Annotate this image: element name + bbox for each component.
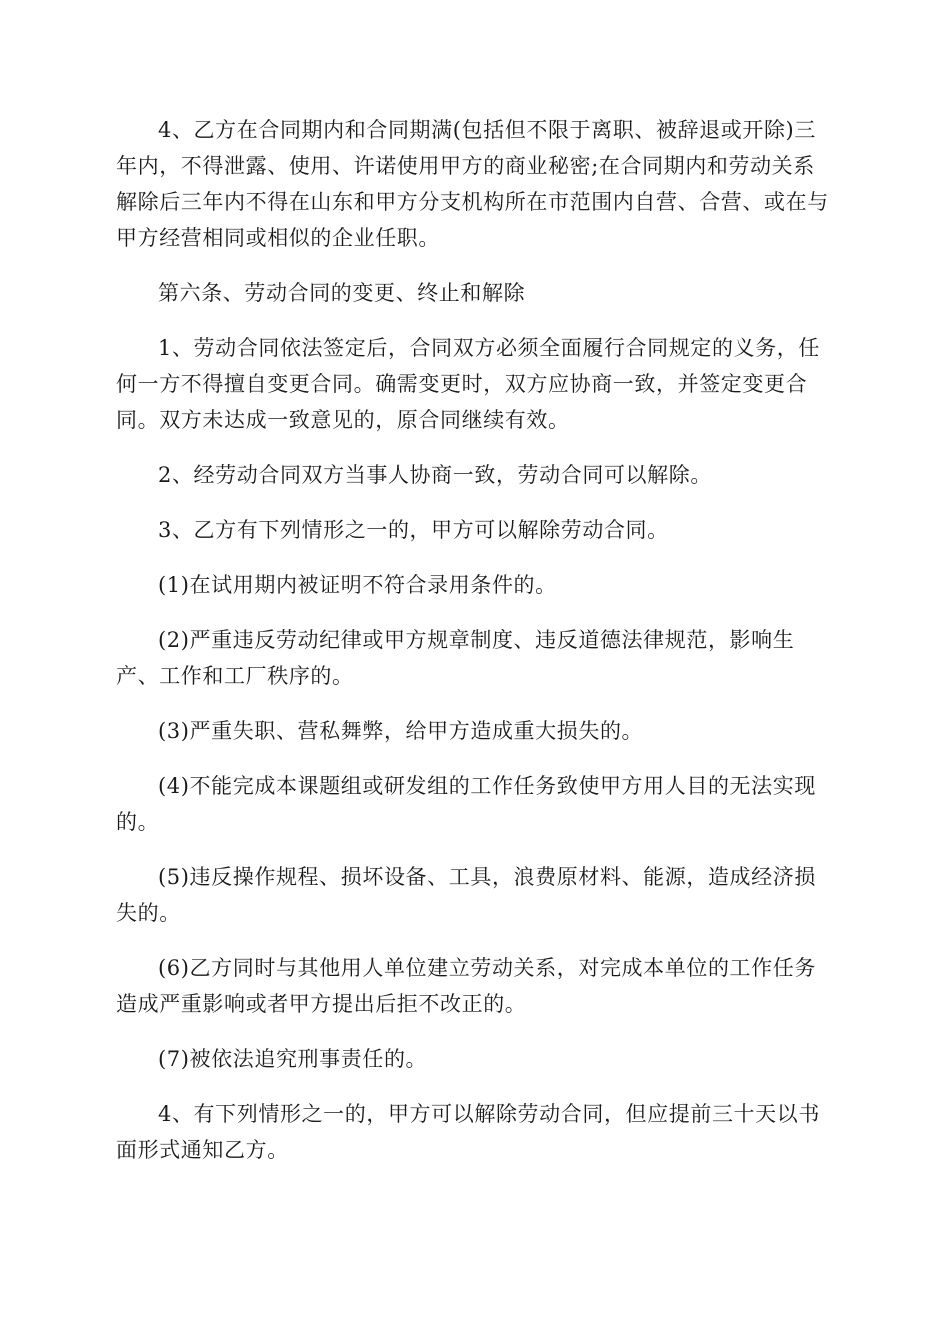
paragraph-clause-3: 3、乙方有下列情形之一的，甲方可以解除劳动合同。 <box>158 518 669 542</box>
list-item-3: (3)严重失职、营私舞弊，给甲方造成重大损失的。 <box>158 719 644 743</box>
list-item-6: (6)乙方同时与其他用人单位建立劳动关系，对完成本单位的工作任务造成严重影响或者甲方提出后拒不改正的。 <box>116 956 816 1016</box>
list-item-5: (5)违反操作规程、损坏设备、工具，浪费原材料、能源，造成经济损失的。 <box>116 865 816 925</box>
document-body <box>116 112 836 1187</box>
paragraph-clause-4: 4、有下列情形之一的，甲方可以解除劳动合同，但应提前三十天以书面形式通知乙方。 <box>116 1102 820 1162</box>
section-heading-article-six: 第六条、劳动合同的变更、终止和解除 <box>158 281 526 305</box>
list-item-7: (7)被依法追究刑事责任的。 <box>158 1047 428 1071</box>
paragraph-clause-1: 1、劳动合同依法签定后，合同双方必须全面履行合同规定的义务，任何一方不得擅自变更合同。确需变更时，双方应协商一致，并签定变更合同。双方未达成一致意见的，原合同继续有效。 <box>116 336 820 432</box>
paragraph-clause-2: 2、经劳动合同双方当事人协商一致，劳动合同可以解除。 <box>158 463 712 487</box>
list-item-2: (2)严重违反劳动纪律或甲方规章制度、违反道德法律规范，影响生产、工作和工厂秩序的。 <box>116 628 795 688</box>
list-item-4: (4)不能完成本课题组或研发组的工作任务致使甲方用人目的无法实现的。 <box>116 774 816 834</box>
paragraph-confidentiality-clause: 4、乙方在合同期内和合同期满(包括但不限于离职、被辞退或开除)三年内，不得泄露、使用、许诺使用甲方的商业秘密;在合同期内和劳动关系解除后三年内不得在山东和甲方分支机构所在市范围内自营、合营、或在与甲方经营相同或相似的企业任职。 <box>116 118 829 250</box>
list-item-1: (1)在试用期内被证明不符合录用条件的。 <box>158 573 557 597</box>
